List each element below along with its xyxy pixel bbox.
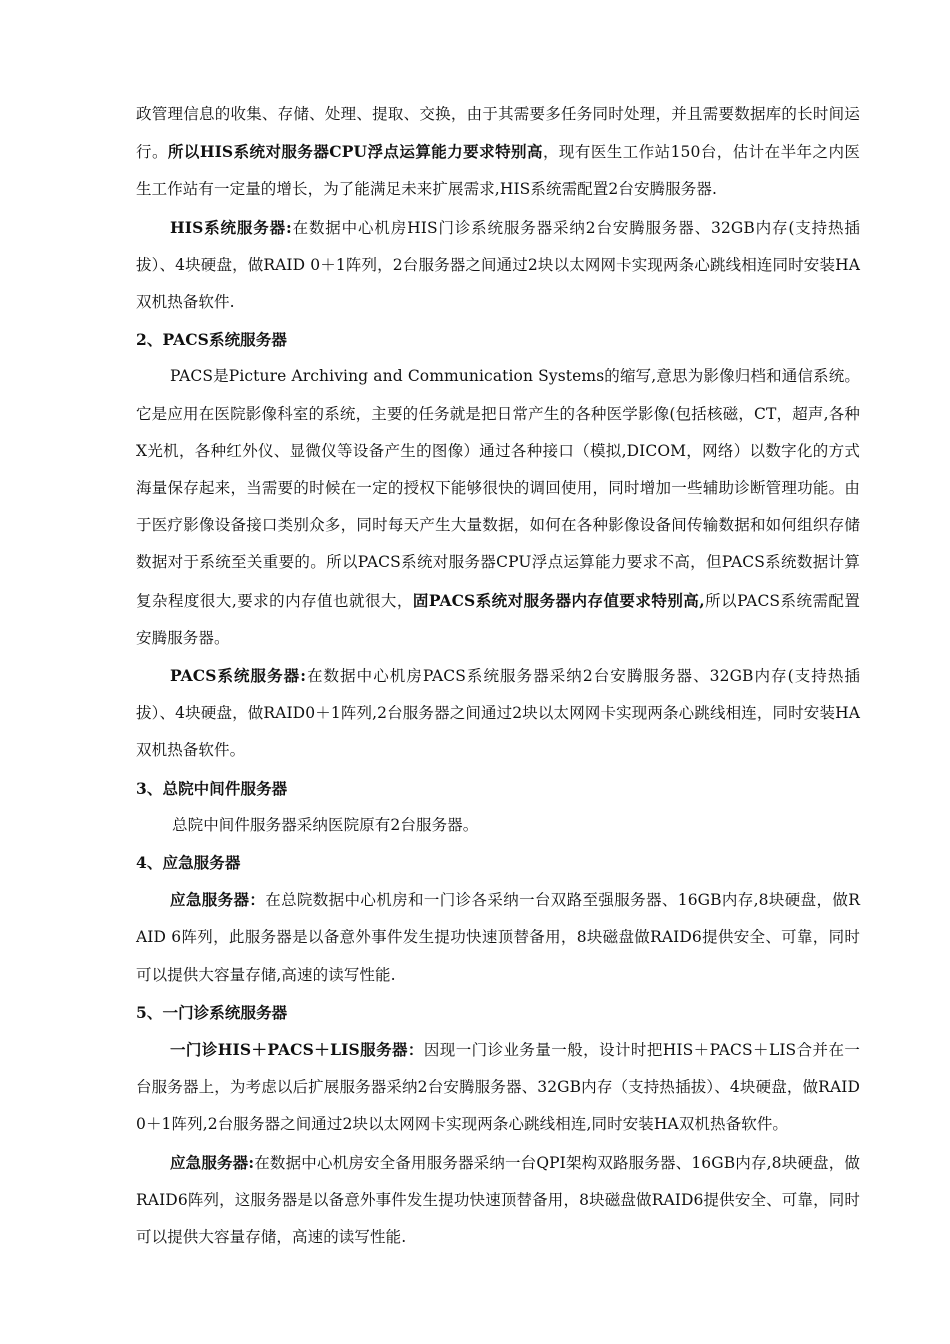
paragraph-middleware: 总院中间件服务器采纳医院原有2台服务器。 xyxy=(172,815,479,834)
text: 在数据中心机房HIS门诊系统服务器采纳2台安腾服务器、32GB内存(支持热插拔）、4块硬盘，做RAID 0＋1阵列，2台服务器之间通过2块以太网网卡实现两条心跳线相连同时安装HA双机热备软件. xyxy=(136,218,861,312)
section-heading-clinic: 5、一门诊系统服务器 xyxy=(136,1002,288,1022)
bold-label: 一门诊HIS＋PACS＋LIS服务器： xyxy=(170,1040,424,1060)
paragraph-emergency-server xyxy=(136,881,860,994)
text: ，现有医生工作站150台，估计在半年之内医生工作站有一定量的增长，为了能满足未来扩展需求,HIS系统需配置2台安腾服务器. xyxy=(136,143,861,199)
bold-label: PACS系统服务器: xyxy=(170,666,307,686)
paragraph-pacs-server xyxy=(136,657,860,770)
text: 所以PACS系统需配置安腾服务器。 xyxy=(136,591,860,647)
bold-text: 固PACS系统对服务器内存值要求特别高, xyxy=(412,590,705,610)
bold-label: 应急服务器： xyxy=(170,890,266,910)
text: 在总院数据中心机房和一门诊各采纳一台双路至强服务器、16GB内存,8块硬盘，做RAID 6阵列，此服务器是以备意外事件发生提功快速顶替备用，8块磁盘做RAID6提供安全、可靠，同时可以提供大容量存储,高速的读写性能. xyxy=(136,891,860,984)
text: PACS是Picture Archiving and Communication Systems的缩写,意思为影像归档和通信系统。它是应用在医院影像科室的系统，主要的任务就是把日常产生的各种医学影像(包括核磁，CT，超声,各种X光机，各种红外仪、显微仪等设备产生的图像）通过各种接口（模拟,DICOM，网络）以数字化的方式海量保存起来，当需要的时候在一定的授权下能够很快的调回使用，同时增加一些辅助诊断管理功能。由于医疗影像设备接口类别众多，同时每天产生大量数据，如何在各种影像设备间传输数据和如何组织存储数据对于系统至关重要的。所以PACS系统对服务器CPU浮点运算能力要求不高，但PACS系统数据计算复杂程度很大,要求的内存值也就很大， xyxy=(136,367,860,610)
paragraph-his-intro xyxy=(136,96,860,209)
section-heading-middleware: 3、总院中间件服务器 xyxy=(136,778,288,798)
paragraph-clinic-server xyxy=(136,1031,860,1144)
bold-label: HIS系统服务器: xyxy=(170,217,292,237)
bold-text: 所以HIS系统对服务器CPU浮点运算能力要求特别高 xyxy=(167,142,543,162)
text: 政管理信息的收集、存储、处理、提取、交换，由于其需要多任务同时处理，并且需要数据库的长时间运行。 xyxy=(136,105,860,162)
paragraph-backup-server xyxy=(136,1144,860,1257)
section-heading-emergency: 4、应急服务器 xyxy=(136,853,241,873)
bold-label: 应急服务器: xyxy=(170,1152,255,1172)
paragraph-pacs-intro xyxy=(136,358,860,657)
section-heading-pacs: 2、PACS系统服务器 xyxy=(136,330,287,350)
text: 在数据中心机房PACS系统服务器采纳2台安腾服务器、32GB内存(支持热插拔）、4块硬盘，做RAID0＋1阵列,2台服务器之间通过2块以太网网卡实现两条心跳线相连，同时安装HA双机热备软件。 xyxy=(136,667,860,760)
paragraph-his-server xyxy=(136,209,860,322)
text: 因现一门诊业务量一般，设计时把HIS＋PACS＋LIS合并在一台服务器上，为考虑以后扩展服务器采纳2台安腾服务器、32GB内存（支持热插拔）、4块硬盘，做RAID 0＋1阵列,2台服务器之间通过2块以太网网卡实现两条心跳线相连,同时安装HA双机热备软件。 xyxy=(136,1041,860,1134)
text: 在数据中心机房安全备用服务器采纳一台QPI架构双路服务器、16GB内存,8块硬盘，做RAID6阵列，这服务器是以备意外事件发生提功快速顶替备用，8块磁盘做RAID6提供安全、可靠，同时可以提供大容量存储，高速的读写性能. xyxy=(136,1153,860,1247)
